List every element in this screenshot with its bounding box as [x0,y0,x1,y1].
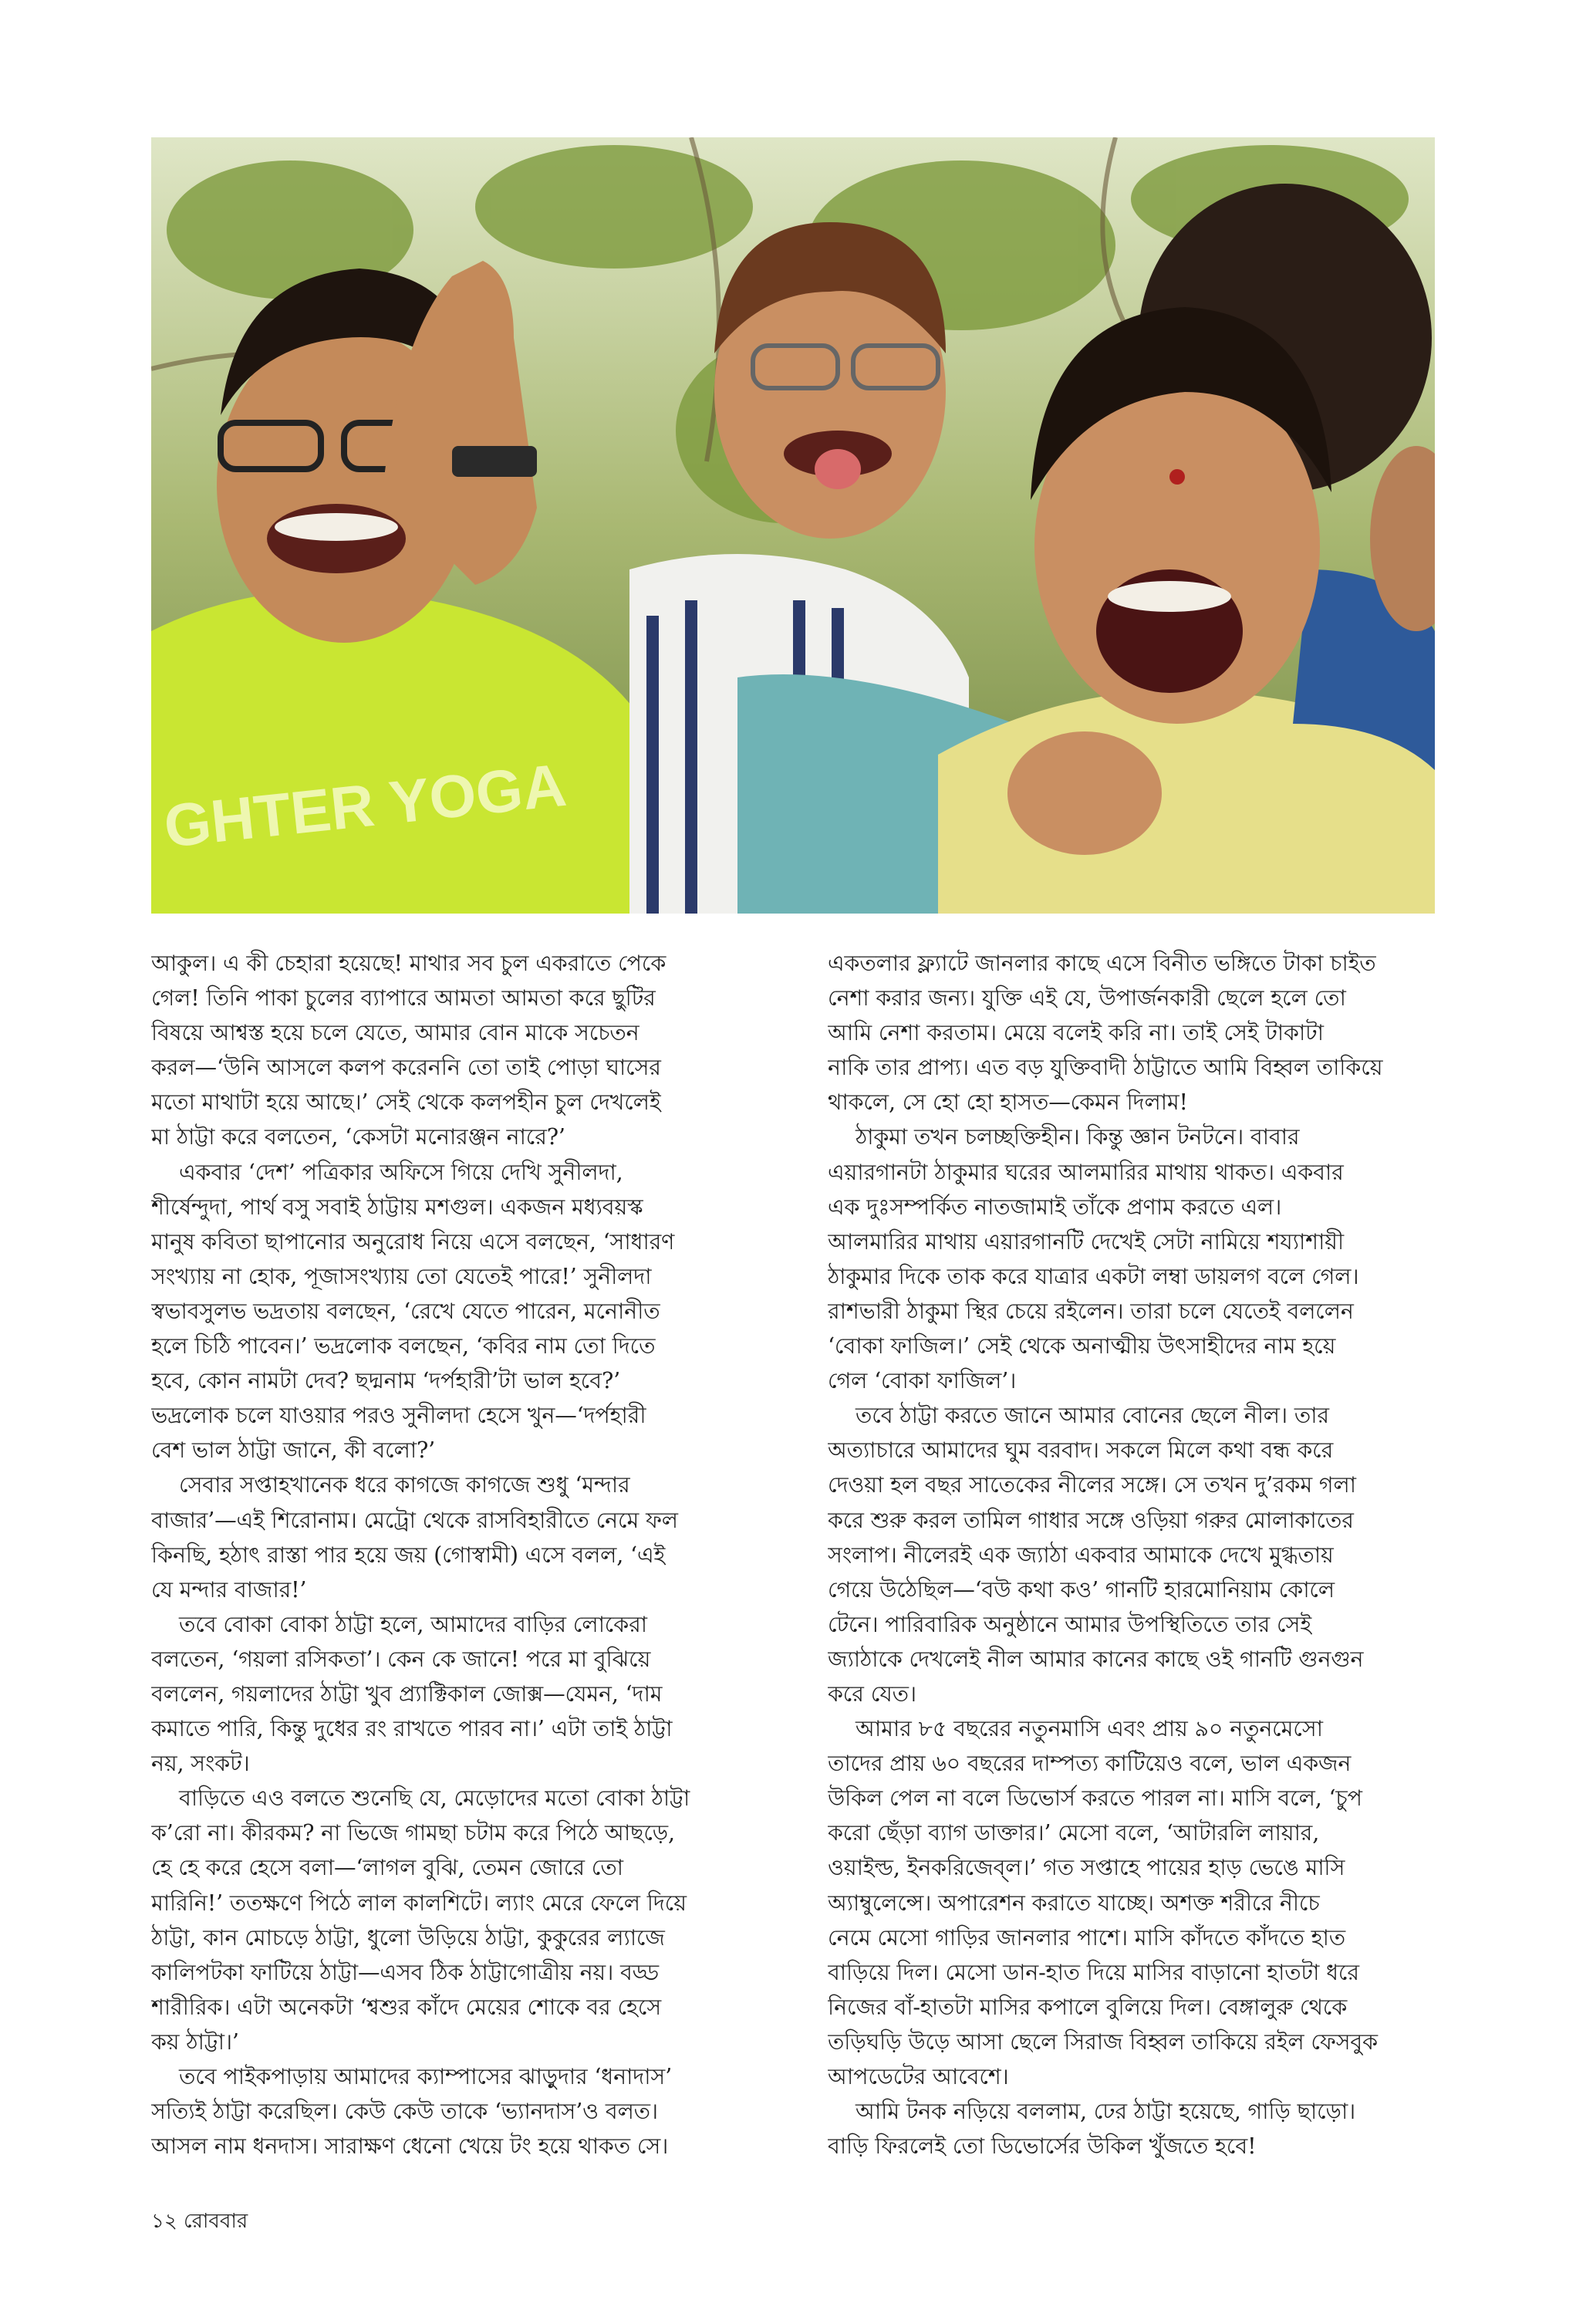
text-line: বাজার’—এই শিরোনাম। মেট্রো থেকে রাসবিহারীতে নেমে ফল [151,1506,678,1533]
text-line: বাড়িতে এও বলতে শুনেছি যে, মেড়োদের মতো বোকা ঠাট্টা [179,1785,690,1812]
article-column-left [151,946,764,2194]
text-line: অত্যাচারে আমাদের ঘুম বরবাদ। সকলে মিলে কথা বন্ধ করে [828,1437,1334,1464]
text-line: ‘বোকা ফাজিল।’ সেই থেকে অনাত্মীয় উৎসাহীদের নাম হয়ে [828,1333,1336,1360]
text-line: শারীরিক। এটা অনেকটা ‘শ্বশুর কাঁদে মেয়ের শোকে বর হেসে [151,1993,662,2020]
text-line: ঠাট্টা, কান মোচড়ে ঠাট্টা, ধুলো উড়িয়ে ঠাট্টা, কুকুরের ল্যাজে [151,1924,665,1951]
article-column-right [828,946,1441,2194]
text-line: বাড়িয়ে দিল। মেসো ডান-হাত দিয়ে মাসির বাড়ানো হাতটা ধরে [828,1958,1359,1985]
text-line: স্বভাবসুলভ ভদ্রতায় বলছেন, ‘রেখে যেতে পারেন, মনোনীত [151,1297,660,1324]
text-line: কিনছি, হঠাৎ রাস্তা পার হয়ে জয় (গোস্বামী) এসে বলল, ‘এই [151,1541,666,1568]
text-line: আকুল। এ কী চেহারা হয়েছে! মাথার সব চুল একরাতে পেকে [151,950,667,976]
text-line: দেওয়া হল বছর সাতেকের নীলের সঙ্গে। সে তখন দু’রকম গলা [828,1471,1356,1498]
text-line: বেশ ভাল ঠাট্টা জানে, কী বলো?’ [151,1437,436,1464]
text-line: উকিল পেল না বলে ডিভোর্স করতে পারল না। মাসি বলে, ‘চুপ [828,1785,1362,1812]
text-line: ওয়াইল্ড, ইনকরিজেব্‌ল।’ গত সপ্তাহে পায়ের হাড় ভেঙে মাসি [828,1854,1345,1881]
group-laughing-photo-icon [151,137,1435,914]
text-line: তবে ঠাট্টা করতে জানে আমার বোনের ছেলে নীল। তার [855,1402,1329,1429]
text-line: সেবার সপ্তাহখানেক ধরে কাগজে কাগজে শুধু ‘মন্দার [179,1471,630,1498]
text-line: বাড়ি ফিরলেই তো ডিভোর্সের উকিল খুঁজতে হবে! [828,2133,1257,2160]
text-line: তবে পাইকপাড়ায় আমাদের ক্যাম্পাসের ঝাড়ুদার ‘ধনাদাস’ [179,2063,672,2089]
text-line: হলে চিঠি পাবেন।’ ভদ্রলোক বলছেন, ‘কবির নাম তো দিতে [151,1333,656,1360]
text-line: ক’রো না। কীরকম? না ভিজে গামছা চটাম করে পিঠে আছড়ে, [151,1819,675,1846]
text-line: নয়, সংকট। [151,1750,250,1777]
text-line: সংখ্যায় না হোক, পূজাসংখ্যায় তো যেতেই পারে!’ সুনীলদা [151,1262,652,1289]
text-line: এয়ারগানটা ঠাকুমার ঘরের আলমারির মাথায় থাকত। একবার [828,1158,1344,1185]
text-line: মানুষ কবিতা ছাপানোর অনুরোধ নিয়ে এসে বলছেন, ‘সাধারণ [151,1228,675,1255]
text-line: বলতেন, ‘গয়লা রসিকতা’। কেন কে জানে! পরে মা বুঝিয়ে [151,1645,651,1672]
text-line: যে মন্দার বাজার!’ [151,1576,307,1603]
text-line: থাকলে, সে হো হো হাসত—কেমন দিলাম! [828,1089,1188,1116]
text-line: হে হে করে হেসে বলা—‘লাগল বুঝি, তেমন জোরে তো [151,1854,623,1881]
text-line: তবে বোকা বোকা ঠাট্টা হলে, আমাদের বাড়ির লোকেরা [179,1610,647,1637]
magazine-name: রোববার [184,2210,248,2233]
text-line: বললেন, গয়লাদের ঠাট্টা খুব প্র্যাক্টিকাল জোক্স—যেমন, ‘দাম [151,1680,663,1707]
text-line: একবার ‘দেশ’ পত্রিকার অফিসে গিয়ে দেখি সুনীলদা, [179,1158,623,1185]
text-line: ভদ্রলোক চলে যাওয়ার পরও সুনীলদা হেসে খুন—‘দর্পহারী [151,1402,646,1429]
text-line: গেল! তিনি পাকা চুলের ব্যাপারে আমতা আমতা করে ছুটির [151,985,656,1012]
page-footer [151,2208,248,2234]
text-line: তাদের প্রায় ৬০ বছরের দাম্পত্য কাটিয়েও বলে, ভাল একজন [828,1750,1352,1777]
text-line: সংলাপ। নীলেরই এক জ্যাঠা একবার আমাকে দেখে মুগ্ধতায় [828,1541,1334,1568]
text-line: বিষয়ে আশ্বস্ত হয়ে চলে যেতে, আমার বোন মাকে সচেতন [151,1019,640,1046]
text-line: মা ঠাট্টা করে বলতেন, ‘কেসটা মনোরঞ্জন নারে?’ [151,1123,565,1150]
text-line: আপডেটের আবেশে। [828,2063,1009,2089]
article-photo [151,137,1435,914]
text-line: আলমারির মাথায় এয়ারগানটি দেখেই সেটা নামিয়ে শয্যাশায়ী [828,1228,1344,1255]
text-line: করে যেত। [828,1680,916,1707]
text-line: নাকি তার প্রাপ্য। এত বড় যুক্তিবাদী ঠাট্টাতে আমি বিহ্বল তাকিয়ে [828,1054,1383,1081]
text-line: শীর্ষেন্দুদা, পার্থ বসু সবাই ঠাট্টায় মশগুল। একজন মধ্যবয়স্ক [151,1193,643,1220]
text-line: তড়িঘড়ি উড়ে আসা ছেলে সিরাজ বিহ্বল তাকিয়ে রইল ফেসবুক [828,2028,1378,2055]
text-line: গেল ‘বোকা ফাজিল’। [828,1367,1017,1394]
text-line: গেয়ে উঠেছিল—‘বউ কথা কও’ গানটি হারমোনিয়াম কোলে [828,1576,1335,1603]
text-line: কালিপটকা ফাটিয়ে ঠাট্টা—এসব ঠিক ঠাট্টাগোত্রীয় নয়। বড্ড [151,1958,659,1985]
text-line: মতো মাথাটা হয়ে আছে।’ সেই থেকে কলপহীন চুল দেখলেই [151,1089,661,1116]
text-line: আসল নাম ধনদাস। সারাক্ষণ ধেনো খেয়ে টং হয়ে থাকত সে। [151,2133,669,2160]
text-line: মারিনি!’ ততক্ষণে পিঠে লাল কালশিটে। ল্যাং মেরে ফেলে দিয়ে [151,1889,687,1916]
text-line: নেমে মেসো গাড়ির জানলার পাশে। মাসি কাঁদতে কাঁদতে হাত [828,1924,1345,1951]
text-line: ঠাকুমা তখন চলচ্ছক্তিহীন। কিন্তু জ্ঞান টনটনে। বাবার [855,1123,1300,1150]
text-line: আমি টনক নড়িয়ে বললাম, ঢের ঠাট্টা হয়েছে, গাড়ি ছাড়ো। [855,2098,1356,2125]
text-line: করো ছেঁড়া ব্যাগ ডাক্তার।’ মেসো বলে, ‘আটারলি লায়ার, [828,1819,1320,1846]
text-line: একতলার ফ্ল্যাটে জানলার কাছে এসে বিনীত ভঙ্গিতে টাকা চাইত [828,950,1376,976]
text-line: ঠাকুমার দিকে তাক করে যাত্রার একটা লম্বা ডায়লগ বলে গেল। [828,1262,1359,1289]
text-line: করল—‘উনি আসলে কলপ করেননি তো তাই পোড়া ঘাসের [151,1054,661,1081]
page-number: ১২ [151,2210,177,2233]
text-line: আমার ৮৫ বছরের নতুনমাসি এবং প্রায় ৯০ নতুনমেসো [855,1715,1323,1742]
text-line: করে শুরু করল তামিল গাধার সঙ্গে ওড়িয়া গরুর মোলাকাতের [828,1506,1354,1533]
text-line: রাশভারী ঠাকুমা স্থির চেয়ে রইলেন। তারা চলে যেতেই বললেন [828,1297,1354,1324]
shirt-text: GHTER YOGA [160,750,569,860]
text-line: আমি নেশা করতাম। মেয়ে বলেই করি না। তাই সেই টাকাটা [828,1019,1324,1046]
text-line: সত্যিই ঠাট্টা করেছিল। কেউ কেউ তাকে ‘ভ্যানদাস’ও বলত। [151,2098,658,2125]
text-line: হবে, কোন নামটা দেব? ছদ্মনাম ‘দর্পহারী’টা ভাল হবে?’ [151,1367,621,1394]
text-line: কয় ঠাট্টা।’ [151,2028,239,2055]
text-line: জ্যাঠাকে দেখলেই নীল আমার কানের কাছে ওই গানটি গুনগুন [828,1645,1364,1672]
text-line: কমাতে পারি, কিন্তু দুধের রং রাখতে পারব না।’ এটা তাই ঠাট্টা [151,1715,673,1742]
text-line: এক দুঃসম্পর্কিত নাতজামাই তাঁকে প্রণাম করতে এল। [828,1193,1282,1220]
text-line: নেশা করার জন্য। যুক্তি এই যে, উপার্জনকারী ছেলে হলে তো [828,985,1346,1012]
text-line: নিজের বাঁ-হাতটা মাসির কপালে বুলিয়ে দিল। বেঙ্গালুরু থেকে [828,1993,1348,2020]
text-line: অ্যাম্বুলেন্সে। অপারেশন করাতে যাচ্ছে। অশক্ত শরীরে নীচে [828,1889,1320,1916]
text-line: টেনে। পারিবারিক অনুষ্ঠানে আমার উপস্থিতিতে তার সেই [828,1610,1311,1637]
